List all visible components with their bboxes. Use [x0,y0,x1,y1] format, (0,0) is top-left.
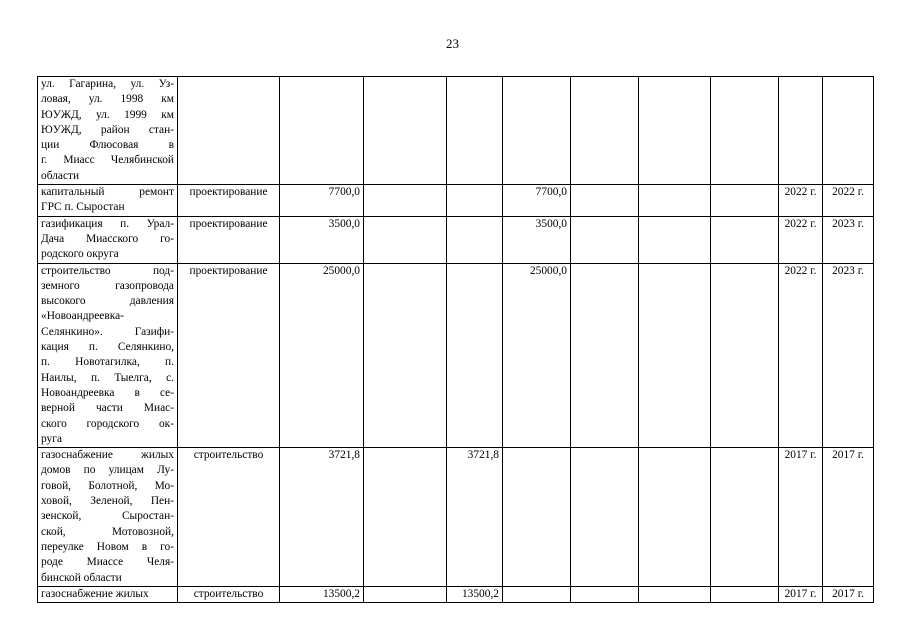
row-y2020 [571,586,639,602]
row-start-year [779,77,823,185]
name-line: Новоандреевка в се- [41,386,174,399]
name-line: ской, Мотовозной, [41,525,174,538]
page-number: 23 [446,36,459,51]
row-object-name [38,185,178,217]
table-row [38,448,874,587]
name-line: роде Миассе Челя- [41,556,174,569]
row-total: 7700,0 [280,185,364,217]
name-line: газоснабжение жилых [41,449,174,462]
row-end-year: 2023 г. [823,216,874,263]
row-y2019 [503,77,571,185]
row-total: 25000,0 [280,263,364,448]
name-line: области [41,169,80,182]
name-line: Селянкино». Газифи- [41,325,174,338]
row-y2020 [571,216,639,263]
name-line: родского округа [41,248,119,261]
row-object-name [38,263,178,448]
name-line: земного газопровода [41,279,174,292]
row-y2017 [364,448,447,587]
name-line: домов по улицам Лу- [41,464,174,477]
name-line: переулке Новом в го- [41,540,174,553]
row-y2020 [571,185,639,217]
row-y2021 [639,216,711,263]
row-stage: проектирование [178,263,280,448]
table-row [38,263,874,448]
name-line: ЮУЖД, район стан- [41,123,174,136]
row-y2020 [571,448,639,587]
row-y2019: 25000,0 [503,263,571,448]
row-total: 3721,8 [280,448,364,587]
row-y2017 [364,263,447,448]
name-line: ловая, ул. 1998 км [41,93,174,106]
name-line: ции Флюсовая в [41,139,174,152]
row-y2022 [711,263,779,448]
name-line: говой, Болотной, Мо- [41,479,174,492]
name-line: газификация п. Урал- [41,217,174,230]
name-line: газоснабжение жилых [41,587,149,600]
row-stage [178,77,280,185]
row-end-year [823,77,874,185]
name-line: п. Новотагилка, п. [41,356,174,369]
name-line: кация п. Селянкино, [41,341,174,354]
row-y2022 [711,586,779,602]
row-y2017 [364,185,447,217]
row-total: 13500,2 [280,586,364,602]
table-row [38,216,874,263]
row-y2020 [571,263,639,448]
row-y2018 [447,77,503,185]
name-line: капитальный ремонт [41,186,174,199]
table-row [38,77,874,185]
table-row [38,185,874,217]
row-y2021 [639,448,711,587]
row-end-year: 2023 г. [823,263,874,448]
name-line: строительство под- [41,264,174,277]
name-line: бинской области [41,571,122,584]
row-y2019 [503,586,571,602]
investment-table [37,76,874,603]
name-line: ховой, Зеленой, Пен- [41,495,174,508]
row-end-year: 2022 г. [823,185,874,217]
row-stage: проектирование [178,185,280,217]
name-line: г. Миасс Челябинской [41,154,174,167]
row-object-name [38,216,178,263]
name-line: Наилы, п. Тыелга, с. [41,371,174,384]
row-y2022 [711,185,779,217]
table-row [38,586,874,602]
name-line: зенской, Сыростан- [41,510,174,523]
row-y2022 [711,77,779,185]
row-object-name [38,448,178,587]
row-start-year: 2017 г. [779,586,823,602]
row-stage: строительство [178,586,280,602]
row-total [280,77,364,185]
row-y2017 [364,586,447,602]
row-end-year: 2017 г. [823,448,874,587]
row-start-year: 2017 г. [779,448,823,587]
row-y2022 [711,216,779,263]
name-line: ул. Гагарина, ул. Уз- [41,78,174,90]
name-line: ского городского ок- [41,417,174,430]
row-end-year: 2017 г. [823,586,874,602]
row-y2018 [447,263,503,448]
row-y2021 [639,263,711,448]
row-y2019: 3500,0 [503,216,571,263]
row-y2022 [711,448,779,587]
name-line: высокого давления [41,295,174,308]
row-y2017 [364,77,447,185]
row-object-name [38,586,178,602]
name-line: Дача Миасского го- [41,232,174,245]
row-y2018: 13500,2 [447,586,503,602]
name-line: верной части Миас- [41,402,174,415]
row-y2018 [447,185,503,217]
row-y2018: 3721,8 [447,448,503,587]
row-stage: проектирование [178,216,280,263]
row-y2021 [639,185,711,217]
row-y2021 [639,77,711,185]
row-total: 3500,0 [280,216,364,263]
name-line: руга [41,432,62,445]
row-y2020 [571,77,639,185]
row-start-year: 2022 г. [779,185,823,217]
name-line: ГРС п. Сыростан [41,201,125,214]
row-y2019 [503,448,571,587]
name-line: «Новоандреевка- [41,310,124,323]
row-stage: строительство [178,448,280,587]
row-object-name [38,77,178,185]
table-body [38,77,874,603]
row-y2019: 7700,0 [503,185,571,217]
row-start-year: 2022 г. [779,216,823,263]
row-start-year: 2022 г. [779,263,823,448]
row-y2018 [447,216,503,263]
row-y2021 [639,586,711,602]
row-y2017 [364,216,447,263]
name-line: ЮУЖД, ул. 1999 км [41,108,174,121]
